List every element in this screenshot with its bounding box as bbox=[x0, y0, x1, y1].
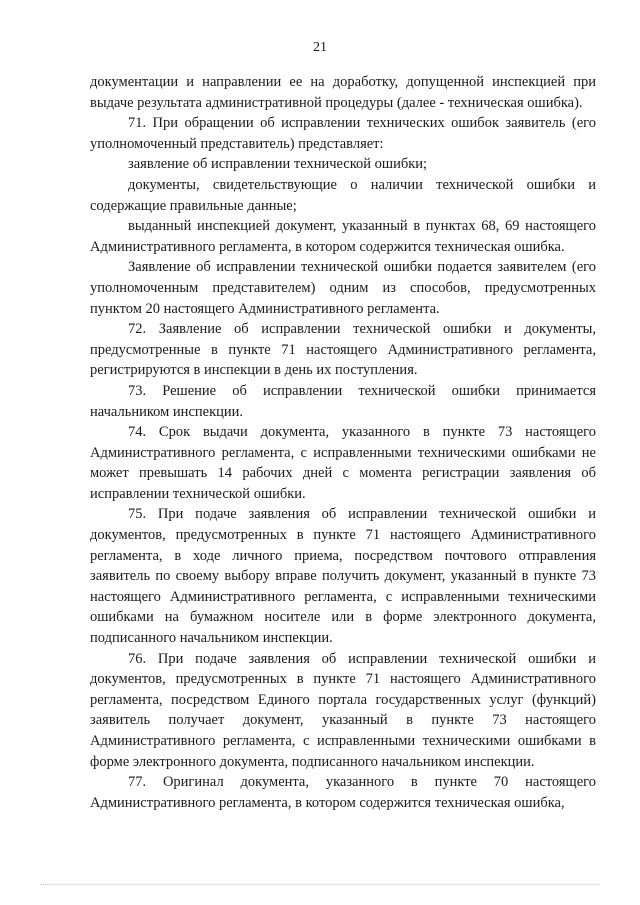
paragraph-73: 73. Решение об исправлении технической ошибки принимается начальником инспекции. bbox=[90, 382, 596, 420]
paragraph-74: 74. Срок выдачи документа, указанного в пункте 73 настоящего Административного регламента, с исправленными техническими ошибками не может превышать 14 рабочих дней с момента регистрации заявления об исправлении технической ошибки. bbox=[90, 424, 596, 502]
paragraph-71-item-2: документы, свидетельствующие о наличии технической ошибки и содержащие правильные данные; bbox=[90, 176, 596, 214]
page-number: 21 bbox=[313, 40, 327, 55]
paragraph-75: 75. При подаче заявления об исправлении технической ошибки и документов, предусмотренных в пункте 71 настоящего Административного регламента, в ходе личного приема, посредством почтового отправления заявитель по своему выбору вправе получить документ, указанный в пункте 73 настоящего Административного регламента, с исправленными техническими ошибками на бумажном носителе или в форме электронного документа, подписанного начальником инспекции. bbox=[90, 506, 596, 647]
paragraph-71-submission: Заявление об исправлении технической ошибки подается заявителем (его уполномоченным представителем) одним из способов, предусмотренных пунктом 20 настоящего Административного регламента. bbox=[90, 259, 596, 317]
paragraph-72: 72. Заявление об исправлении технической ошибки и документы, предусмотренные в пункте 71 настоящего Административного регламента, регистрируются в инспекции в день их поступления. bbox=[90, 321, 596, 379]
paragraph-71-item-3: выданный инспекцией документ, указанный в пунктах 68, 69 настоящего Административного регламента, в котором содержится техническая ошибка. bbox=[90, 218, 596, 255]
paragraph-continuation: документации и направлении ее на доработку, допущенной инспекцией при выдаче результата административной процедуры (далее - техническая ошибка). bbox=[90, 74, 596, 111]
paragraph-71: 71. При обращении об исправлении технических ошибок заявитель (его уполномоченный представитель) представляет: bbox=[90, 115, 596, 152]
scan-edge-divider bbox=[40, 884, 600, 887]
document-body bbox=[90, 72, 596, 813]
paragraph-76: 76. При подаче заявления об исправлении технической ошибки и документов, предусмотренных в пункте 71 настоящего Административного регламента, посредством Единого портала государственных услуг (функций) заявитель получает документ, указанный в пункте 73 настоящего Административного регламента, с исправленными техническими ошибками в форме электронного документа, подписанного начальником инспекции. bbox=[90, 650, 596, 770]
paragraph-77: 77. Оригинал документа, указанного в пункте 70 настоящего Административного регламента, в котором содержится техническая ошибка, bbox=[90, 774, 596, 811]
paragraph-71-item-1: заявление об исправлении технической ошибки; bbox=[128, 156, 428, 173]
